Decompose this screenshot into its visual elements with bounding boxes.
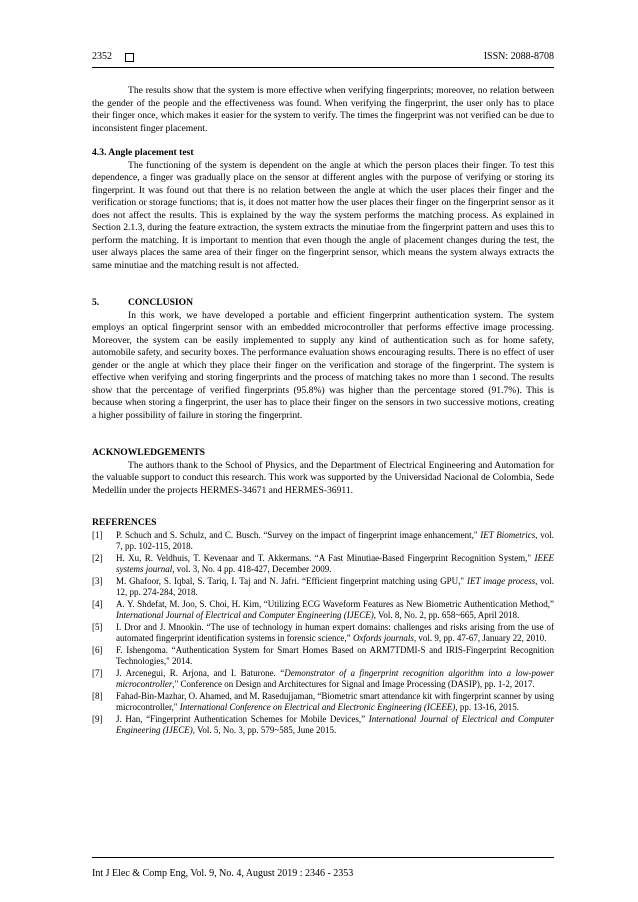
section-heading-conclusion — [92, 297, 554, 310]
section-title: CONCLUSION — [128, 297, 194, 308]
reference-item: [1] P. Schuch and S. Schulz, and C. Busch. “Survey on the impact of fingerprint image enhancement," IET Biometrics, vol. 7, pp. 102-115, 2018. — [92, 529, 554, 551]
reference-list — [92, 530, 554, 737]
reference-item: [4] A. Y. Shdefat, M. Joo, S. Choi, H. Kim, “Utilizing ECG Waveform Features as New Biometric Authentication Method,” International Journal of Electrical and Computer Engineering (IJECE), Vol. 8, No. 2, pp. 658~665, April 2018. — [92, 598, 554, 620]
checkbox-glyph-icon — [125, 53, 134, 62]
reference-item: [7] J. Arcenegui, R. Arjona, and I. Baturone. “Demonstrator of a fingerprint recognition algorithm into a low-power microcontroller," Conference on Design and Architectures for Signal and Image Processing (DASIP), pp. 1-2, 2017. — [92, 667, 554, 689]
reference-item: [9] J. Han, “Fingerprint Authentication Schemes for Mobile Devices,” International Journal of Electrical and Computer Engineering (IJECE), Vol. 5, No. 3, pp. 579~585, June 2015. — [92, 713, 554, 735]
reference-item: [2] H. Xu, R. Veldhuis, T. Kevenaar and T. Akkermans. “A Fast Minutiae-Based Fingerprint Recognition System," IEEE systems journal, vol. 3, No. 4 pp. 418-427, December 2009. — [92, 552, 554, 574]
conclusion-paragraph: In this work, we have developed a portable and efficient fingerprint authentication system. The system employs an optical fingerprint sensor with an embedded microcontroller that performs effective image processing. Moreover, the system can be easily implemented to supply any kind of authentication such as for home safety, automobile safety, and security boxes. The performance evaluation shows encouraging results. There is no effect of user gender or the angle at which they place their finger on the verification and storage of the fingerprint. The system is effective when verifying and storing fingerprints and the process of matching takes no more than 1 second. The results show that the percentage of verified fingerprints (95.8%) was higher than the percentage stored (91.7%). This is because when storing a fingerprint, the user has to place their finger on the sensors in two successive motions, creating a higher possibility of failure in storing the fingerprint. — [92, 309, 554, 421]
issn-label: ISSN: 2088-8708 — [483, 51, 554, 62]
running-footer: Int J Elec & Comp Eng, Vol. 9, No. 4, August 2019 : 2346 - 2353 — [92, 868, 354, 879]
section-number: 5. — [92, 297, 100, 308]
reference-item: [5] I. Dror and J. Mnookin. “The use of technology in human expert domains: challenges and risks arising from the use of automated fingerprint identification systems in forensic science,” Oxfords journals, vol. 9, pp. 47-67, January 22, 2010. — [92, 621, 554, 643]
acknowledgements-paragraph: The authors thank to the School of Physics, and the Department of Electrical Engineering and Automation for the valuable support to conduct this research. This work was supported by the Universidad Nacional de Colombia, Sede Medellín under the projects HERMES-34671 and HERMES-36911. — [92, 459, 554, 496]
intro-paragraph: The results show that the system is more effective when verifying fingerprints; moreover, no relation between the gender of the people and the effectiveness was found. When verifying the fingerprint, the user only has to place their finger once, which makes it easier for the system to verify. The times the fingerprint was not verified can be due to inconsistent finger placement. — [92, 85, 554, 134]
reference-item: [3] M. Ghafoor, S. Iqbal, S. Tariq, I. Taj and N. Jafri. “Efficient fingerprint matching using GPU," IET image process, vol. 12, pp. 274-284, 2018. — [92, 575, 554, 597]
body-text — [92, 85, 554, 737]
reference-item: [8] Fahad-Bin-Mazhar, O. Ahamed, and M. Rasedujjaman, “Biometric smart attendance kit with fingerprint scanner by using microcontroller," International Conference on Electrical and Electronic Engineering (ICEEE), pp. 13-16, 2015. — [92, 690, 554, 712]
references-heading: REFERENCES — [92, 517, 157, 528]
running-header — [92, 51, 554, 65]
footer-rule — [92, 857, 554, 858]
page-number: 2352 — [92, 51, 112, 62]
acknowledgements-heading: ACKNOWLEDGEMENTS — [92, 447, 206, 458]
header-rule — [92, 67, 554, 68]
reference-item: [6] F. Ishengoma. “Authentication System for Smart Homes Based on ARM7TDMI-S and IRIS-Fingerprint Recognition Technologies," 2014. — [92, 644, 554, 666]
section-heading-4-3: 4.3. Angle placement test — [92, 147, 194, 158]
section-4-3-paragraph: The functioning of the system is dependent on the angle at which the person places their finger. To test this dependence, a finger was gradually place on the sensor at different angles with the purpose of verifying or storing its fingerprint. It was found out that there is no relation between the angle at which the user places their finger and the verification or storage functions; that is, it does not matter how the user places their finger on the fingerprint sensor as it does not affect the results. This is explained by the way the system performs the matching process. As explained in Section 2.1.3, during the feature extraction, the system extracts the minutiae from the fingerprint pattern and uses this to perform the matching. It is important to mention that even though the angle of placement changes during the test, the user always places the same area of their finger on the fingerprint sensor, which means the system always extracts the same minutiae and the matching result is not affected. — [92, 159, 554, 271]
